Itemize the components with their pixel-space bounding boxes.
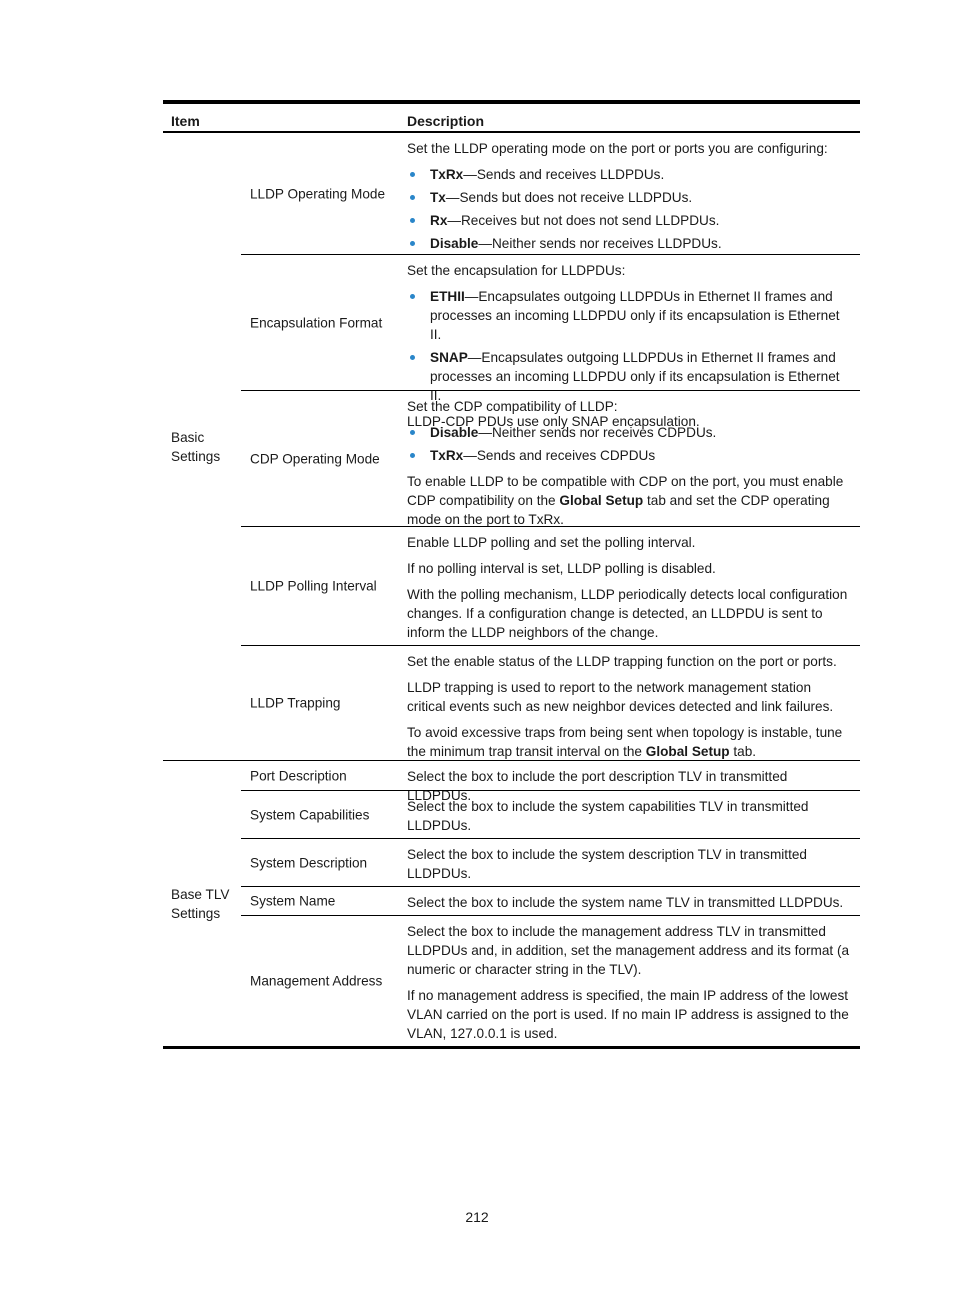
group-label-line: Base TLV (171, 886, 230, 902)
row-name: System Capabilities (250, 807, 370, 822)
desc-paragraph: Select the box to include the system name TLV in transmitted LLDPDUs. (407, 895, 844, 910)
bullet-text: —Neither sends nor receives CDPDUs. (478, 425, 717, 440)
group-label-basic-settings (171, 428, 241, 466)
bullet-text: —Receives but not does not send LLDPDUs. (447, 213, 720, 228)
desc-paragraph: With the polling mechanism, LLDP periodically detects local configuration changes. If a configuration change is detected, an LLDPDU is sent to inform the LLDP neighbors of the change. (407, 587, 848, 640)
desc-intro: Set the encapsulation for LLDPDUs: (407, 263, 626, 278)
bullet-term: Tx (430, 190, 446, 205)
text-run: To enable LLDP to be compatible with CDP on the port, you must enable CDP compatibility on the (407, 474, 844, 508)
bullet-list (407, 165, 852, 253)
row-description (407, 916, 860, 1047)
header-description: Description (407, 113, 485, 129)
desc-intro: Set the CDP compatibility of LLDP: (407, 399, 618, 414)
row-name: LLDP Polling Interval (250, 578, 377, 594)
row-name: Port Description (250, 768, 347, 783)
row-description (407, 646, 860, 765)
bullet-term: Rx (430, 213, 448, 228)
list-item (407, 287, 852, 344)
page-number: 212 (465, 1209, 489, 1225)
row-name: Management Address (250, 973, 383, 989)
row-name: Encapsulation Format (250, 315, 383, 330)
bullet-term: TxRx (430, 448, 464, 463)
desc-paragraph: If no management address is specified, the main IP address of the lowest VLAN carried on the port is used. If no main IP address is assigned to the VLAN, 127.0.0.1 is used. (407, 988, 849, 1041)
list-item (407, 211, 852, 230)
group-label-line: Settings (171, 905, 221, 921)
list-item (407, 165, 852, 184)
table-row-cdp-operating-mode (241, 390, 860, 526)
group-base-tlv-settings (163, 760, 860, 1046)
desc-paragraph (407, 723, 852, 761)
bullet-text: —Encapsulates outgoing LLDPDUs in Ethernet II frames and processes an incoming LLDPDU only if its encapsulation is Ethernet II. (430, 350, 840, 403)
table-row-system-name (241, 886, 860, 915)
desc-paragraph: Enable LLDP polling and set the polling interval. (407, 535, 696, 550)
table-row-lldp-polling-interval (241, 526, 860, 645)
bullet-list (407, 423, 852, 465)
list-item (407, 188, 852, 207)
row-description (407, 133, 860, 257)
table-row-system-capabilities (241, 790, 860, 838)
list-item (407, 423, 852, 442)
row-description (407, 391, 860, 533)
desc-paragraph: Set the enable status of the LLDP trapping function on the port or ports. (407, 654, 837, 669)
bullet-term: ETHII (430, 289, 465, 304)
group-label-line: Settings (171, 448, 221, 464)
bullet-text: —Sends and receives CDPDUs (463, 448, 656, 463)
bullet-term: Disable (430, 425, 479, 440)
group-label-line: Basic (171, 429, 205, 445)
desc-paragraph: Select the box to include the port description TLV in transmitted LLDPDUs. (407, 769, 788, 803)
row-description (407, 887, 860, 916)
row-description (407, 527, 860, 646)
desc-paragraph: LLDP trapping is used to report to the network management station critical events such as new neighbor devices detected and link failures. (407, 680, 834, 714)
text-run: tab and set the CDP operating mode on the port to TxRx. (407, 493, 830, 527)
group-basic-settings (163, 133, 860, 760)
desc-intro: Set the LLDP operating mode on the port or ports you are configuring: (407, 141, 828, 156)
header-item: Item (171, 113, 200, 129)
row-name: LLDP Trapping (250, 695, 341, 711)
bullet-text: —Sends but does not receive LLDPDUs. (445, 190, 693, 205)
row-name: LLDP Operating Mode (250, 186, 386, 201)
lldp-port-settings-table (163, 100, 860, 1049)
desc-paragraph: If no polling interval is set, LLDP polling is disabled. (407, 561, 716, 576)
bullet-term: SNAP (430, 350, 468, 365)
row-description (407, 791, 860, 839)
bullet-term: TxRx (430, 167, 464, 182)
row-description (407, 839, 860, 887)
row-name: CDP Operating Mode (250, 451, 380, 466)
row-name: System Description (250, 855, 368, 870)
group-label-base-tlv-settings (171, 885, 241, 923)
bullet-term: Disable (430, 236, 479, 251)
desc-paragraph: Select the box to include the management address TLV in transmitted LLDPDUs and, in addition, set the management address and its format (a numeric or character string in the TLV). (407, 924, 850, 977)
bullet-text: —Neither sends nor receives LLDPDUs. (478, 236, 722, 251)
text-run: To avoid excessive traps from being sent when topology is instable, tune the minimum trap transit interval on the (407, 725, 843, 759)
desc-paragraph: Select the box to include the system capabilities TLV in transmitted LLDPDUs. (407, 799, 809, 833)
list-item (407, 446, 852, 465)
table-row-system-description (241, 838, 860, 886)
bullet-list (407, 287, 852, 405)
table-header-row (163, 104, 860, 133)
bullet-text: —Encapsulates outgoing LLDPDUs in Ethernet II frames and processes an incoming LLDPDU only if its encapsulation is Ethernet II. (430, 289, 840, 342)
list-item (407, 234, 852, 253)
table-row-management-address (241, 915, 860, 1046)
text-run: tab. (729, 744, 757, 759)
row-name: System Name (250, 893, 336, 909)
table-row-lldp-operating-mode (241, 133, 860, 254)
desc-paragraph (407, 472, 852, 529)
bullet-text: —Sends and receives LLDPDUs. (463, 167, 665, 182)
desc-paragraph: Select the box to include the system description TLV in transmitted LLDPDUs. (407, 847, 807, 881)
tab-name: Global Setup (645, 744, 730, 759)
table-row-port-description (241, 761, 860, 803)
desc-note: LLDP-CDP PDUs use only SNAP encapsulation. (407, 414, 700, 429)
tab-name: Global Setup (559, 493, 644, 508)
table-row-lldp-trapping (241, 645, 860, 760)
